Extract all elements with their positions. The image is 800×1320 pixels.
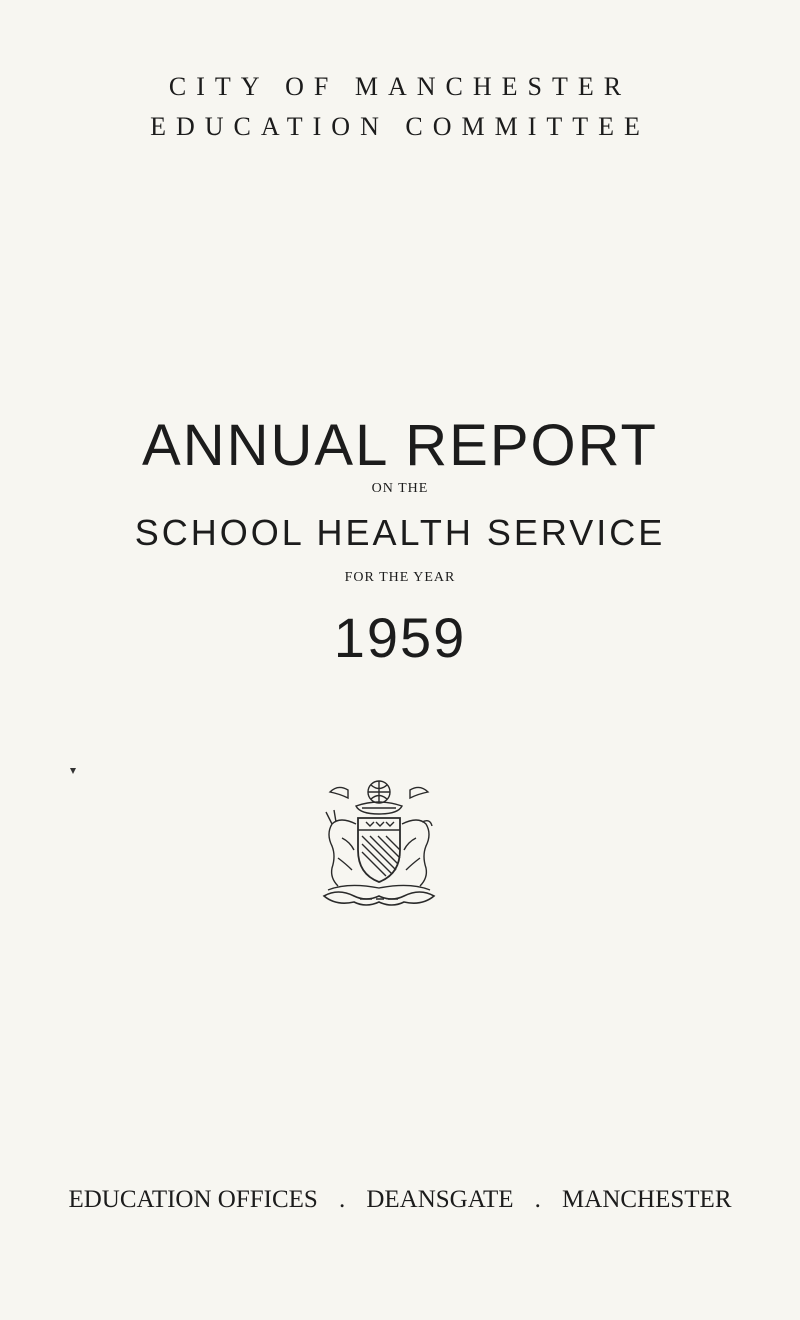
report-title: ANNUAL REPORT xyxy=(142,413,658,478)
footer-manchester: MANCHESTER xyxy=(562,1186,732,1213)
title-for-the-year: FOR THE YEAR xyxy=(344,570,456,585)
footer-education-offices: EDUCATION OFFICES xyxy=(68,1186,318,1213)
title-on-the: ON THE xyxy=(371,481,429,496)
footer-address xyxy=(0,1186,800,1214)
report-subject: SCHOOL HEALTH SERVICE xyxy=(134,512,666,553)
report-year: 1959 xyxy=(333,606,467,669)
city-coat-of-arms-icon xyxy=(318,778,440,910)
footer-deansgate: DEANSGATE xyxy=(366,1186,514,1213)
header-committee: EDUCATION COMMITTEE xyxy=(150,112,650,141)
footer-separator: . xyxy=(338,1186,346,1213)
footer-separator: . xyxy=(534,1186,541,1213)
printer-mark-icon xyxy=(70,768,76,774)
header-city: CITY OF MANCHESTER xyxy=(168,72,632,101)
